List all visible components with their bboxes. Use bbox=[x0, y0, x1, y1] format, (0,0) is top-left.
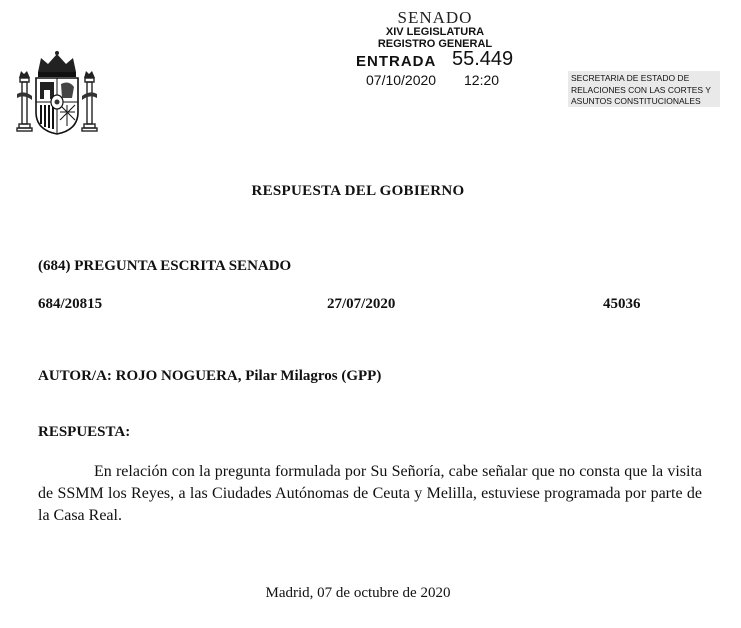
response-label: RESPUESTA: bbox=[38, 424, 131, 440]
secretaria-line-2: RELACIONES CON LAS CORTES Y bbox=[571, 84, 711, 95]
stamp-date: 07/10/2020 bbox=[366, 72, 437, 88]
stamp-registro: REGISTRO GENERAL bbox=[377, 38, 493, 50]
author-line: AUTOR/A: ROJO NOGUERA, Pilar Milagros (GPP) bbox=[38, 368, 382, 384]
spain-coat-of-arms-icon bbox=[14, 50, 100, 138]
stamp-entrada-label: ENTRADA bbox=[356, 53, 437, 70]
secretaria-label bbox=[568, 71, 720, 107]
reference-number: 684/20815 bbox=[38, 296, 103, 312]
stamp-entrada-number: 55.449 bbox=[452, 48, 514, 70]
reference-id: 45036 bbox=[603, 296, 641, 312]
stamp-legislatura: XIV LEGISLATURA bbox=[385, 26, 485, 38]
stamp-time: 12:20 bbox=[464, 72, 500, 88]
closing-date-line: Madrid, 07 de octubre de 2020 bbox=[265, 585, 451, 601]
document-heading: RESPUESTA DEL GOBIERNO bbox=[251, 183, 465, 199]
stamp-senado: SENADO bbox=[397, 8, 473, 27]
reference-date: 27/07/2020 bbox=[327, 296, 396, 312]
question-title: (684) PREGUNTA ESCRITA SENADO bbox=[38, 258, 292, 274]
response-body: En relación con la pregunta formulada por Su Señoría, cabe señalar que no consta que la visita de SSMM los Reyes, a las Ciudades Autónomas de Ceuta y Melilla, estuviese programada por parte de la Casa Real. bbox=[38, 463, 702, 524]
secretaria-line-3: ASUNTOS CONSTITUCIONALES bbox=[571, 96, 701, 106]
secretaria-line-1: SECRETARIA DE ESTADO DE bbox=[571, 73, 690, 83]
